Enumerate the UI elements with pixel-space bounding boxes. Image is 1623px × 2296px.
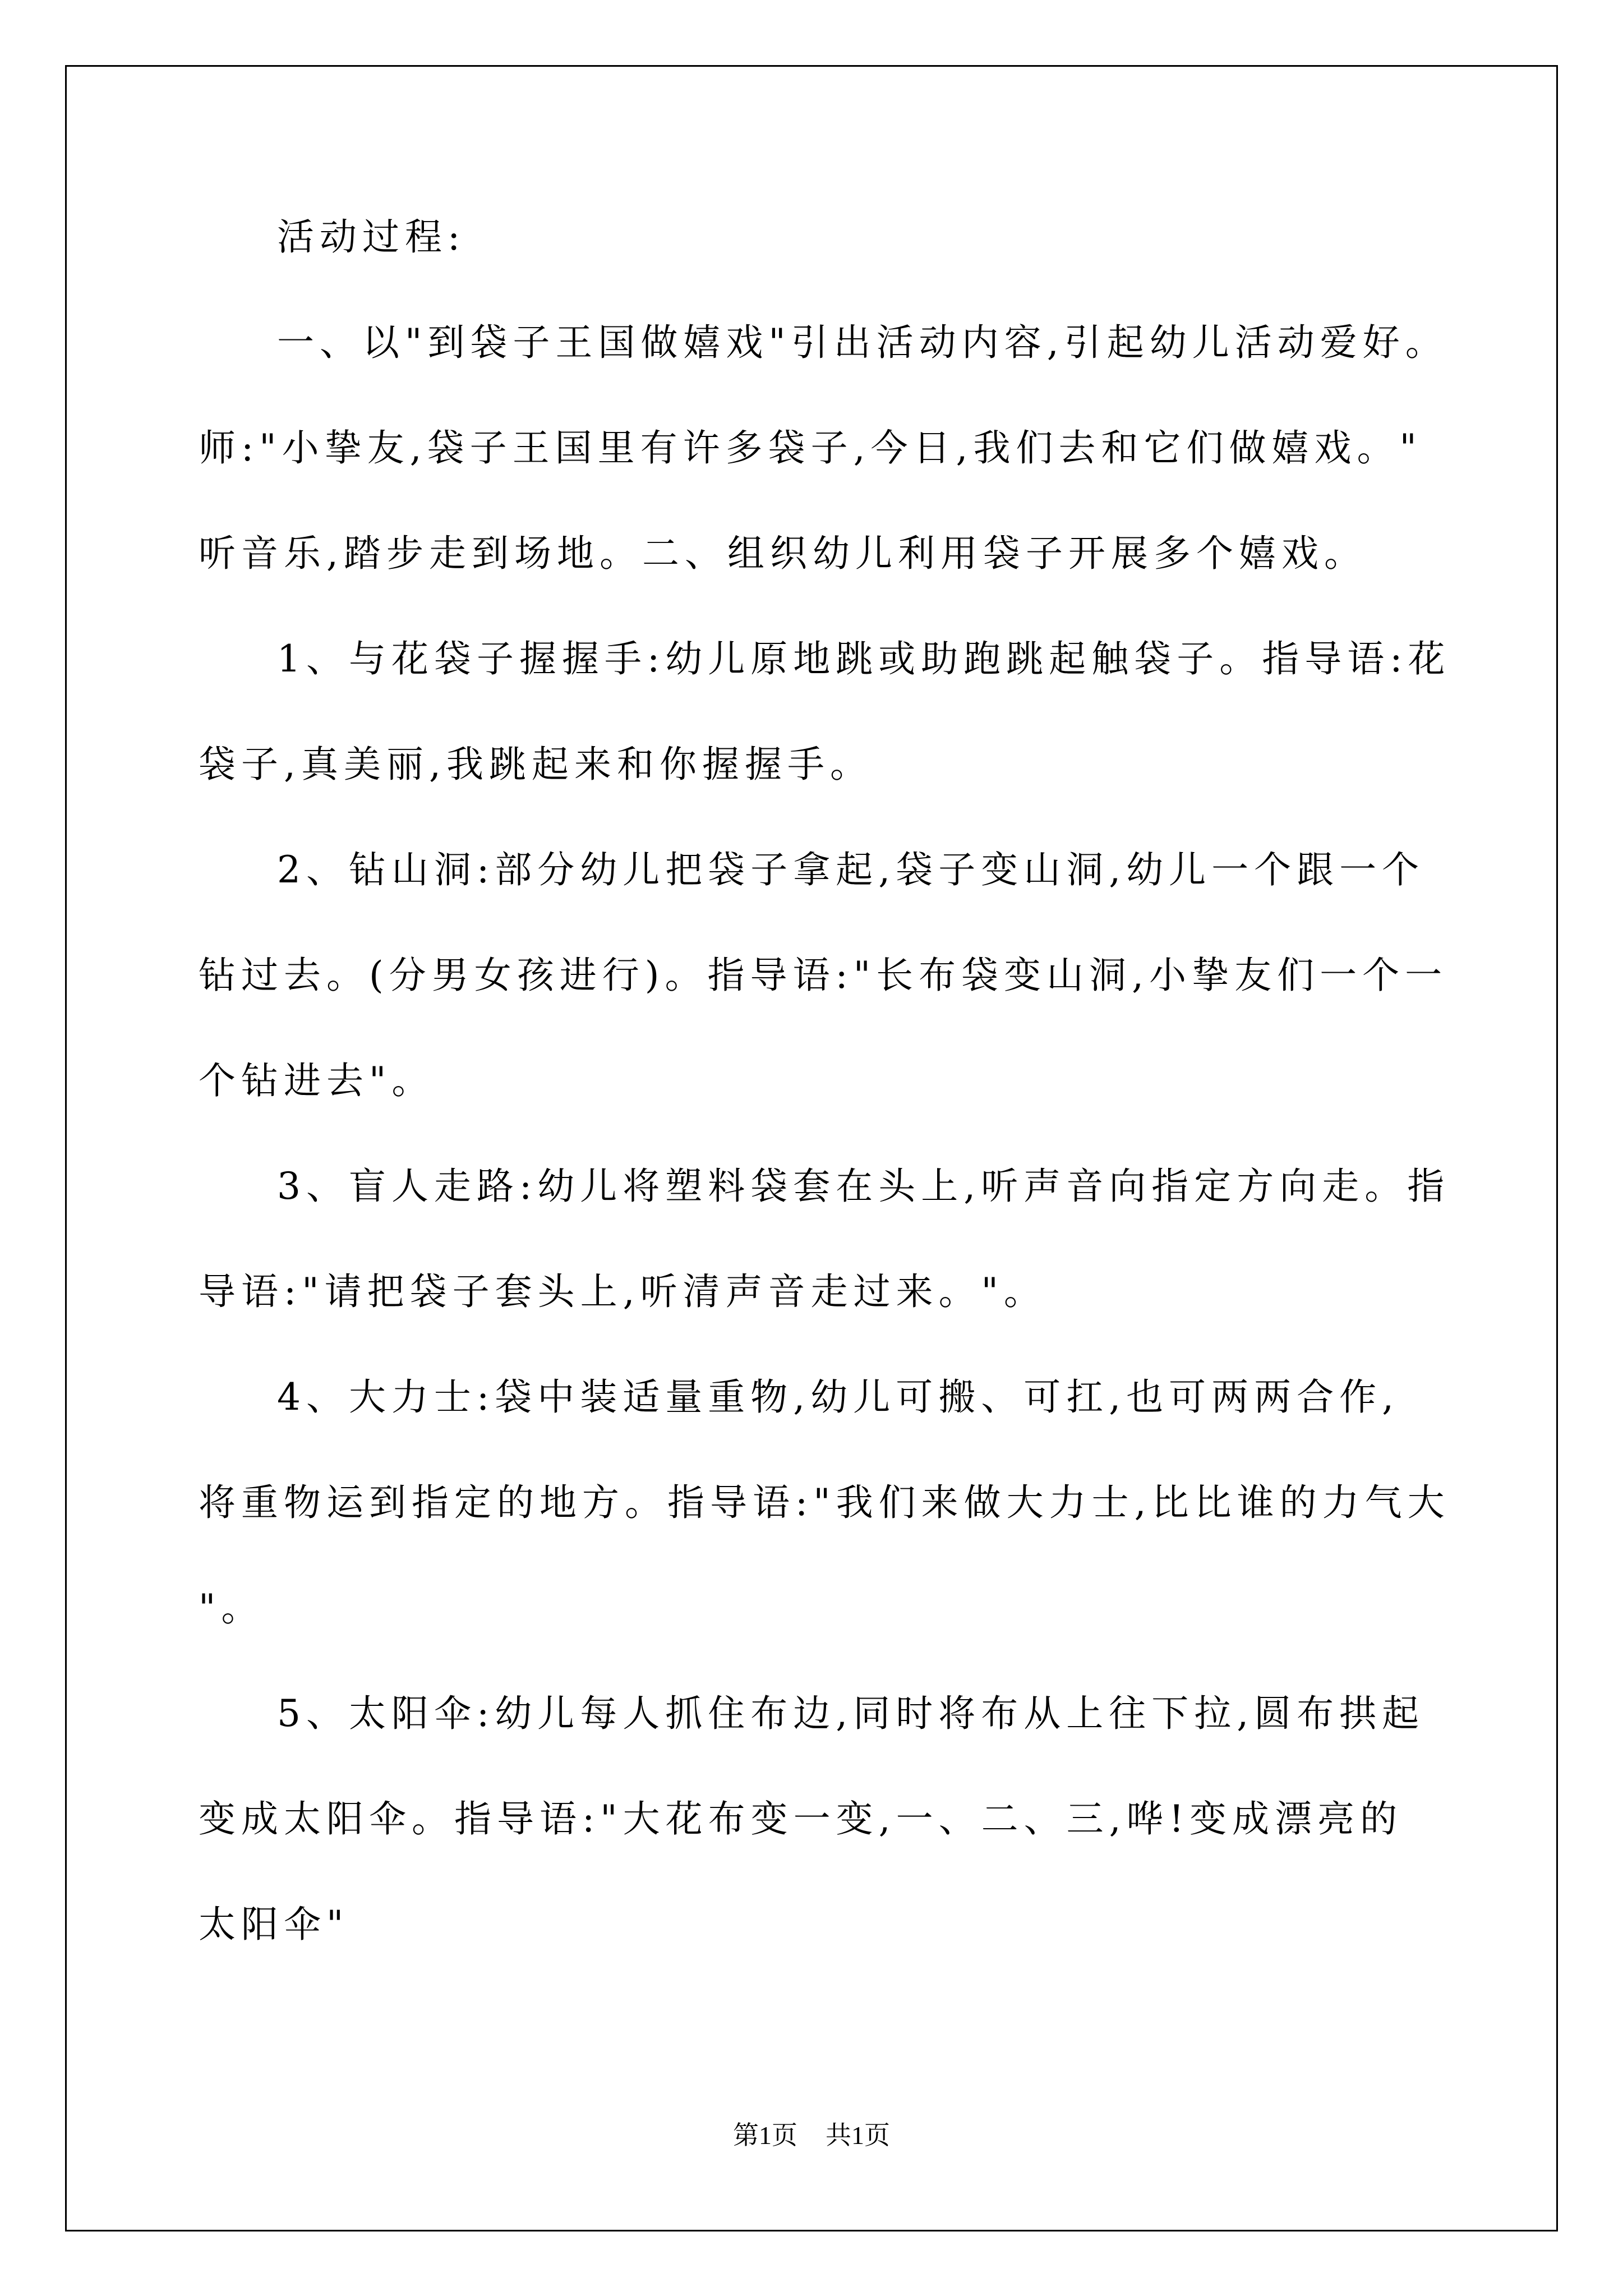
paragraph-5-line-3: "。 [199,1586,264,1630]
paragraph-6-line-1: 5、太阳伞:幼儿每人抓住布边,同时将布从上往下拉,圆布拱起 [277,1692,1425,1735]
paragraph-6-line-2: 变成太阳伞。指导语:"大花布变一变,一、二、三,哗!变成漂亮的 [199,1797,1403,1841]
paragraph-1-line-1: 一、以"到袋子王国做嬉戏"引出活动内容,引起幼儿活动爱好。 [277,321,1448,364]
paragraph-4-line-1: 3、盲人走路:幼儿将塑料袋套在头上,听声音向指定方向走。指 [277,1165,1450,1208]
paragraph-3-line-1: 2、钻山洞:部分幼儿把袋子拿起,袋子变山洞,幼儿一个跟一个 [277,848,1425,891]
paragraph-5-line-1: 4、大力士:袋中装适量重物,幼儿可搬、可扛,也可两两合作, [277,1375,1400,1419]
paragraph-6-line-3: 太阳伞" [199,1903,349,1946]
paragraph-5-line-2: 将重物运到指定的地方。指导语:"我们来做大力士,比比谁的力气大 [199,1481,1450,1524]
page-footer [0,2115,1623,2152]
page-total: 共1页 [826,2121,890,2150]
paragraph-3-line-2: 钻过去。(分男女孩进行)。指导语:"长布袋变山洞,小挚友们一个一 [199,954,1448,997]
paragraph-4-line-2: 导语:"请把袋子套头上,听清声音走过来。"。 [199,1270,1046,1313]
paragraph-1-line-2: 师:"小挚友,袋子王国里有许多袋子,今日,我们去和它们做嬉戏。" [199,426,1422,470]
paragraph-1-line-3: 听音乐,踏步走到场地。二、组织幼儿利用袋子开展多个嬉戏。 [199,532,1367,575]
paragraph-3-line-3: 个钻进去"。 [199,1059,435,1102]
paragraph-2-line-2: 袋子,真美丽,我跳起来和你握握手。 [199,743,873,786]
activity-heading: 活动过程: [277,215,466,259]
page-number: 第1页 [733,2121,797,2150]
paragraph-2-line-1: 1、与花袋子握握手:幼儿原地跳或助跑跳起触袋子。指导语:花 [277,637,1451,680]
